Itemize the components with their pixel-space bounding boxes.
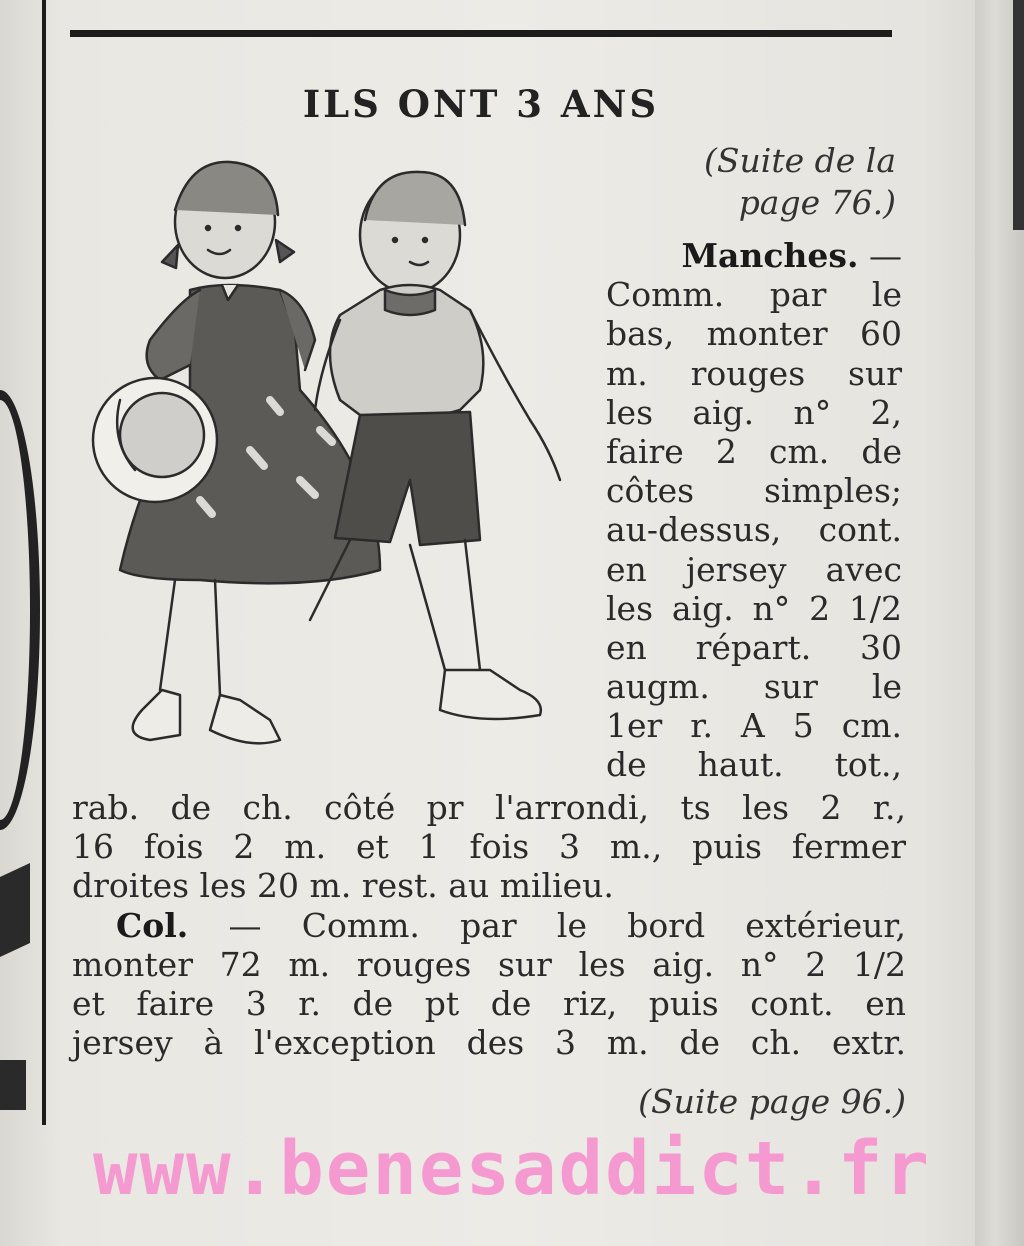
manches-column-text [606,236,902,785]
article-title: ILS ONT 3 ANS [302,82,660,126]
text-line: en jersey avec [606,549,902,589]
text-line: rab. de ch. côté pr l'arrondi, ts les 2 r., [72,788,906,827]
col-first-line: — Comm. par le bord extérieur, [188,905,906,945]
text-line: en répart. 30 [606,627,902,667]
column-rule [42,0,46,1125]
top-rule [70,30,892,37]
text-line: côtes simples; [606,471,902,511]
adjacent-page-graphic-block [0,863,30,957]
gutter-mark [1013,0,1024,230]
col-heading-line [72,906,906,945]
adjacent-page-graphic [0,390,40,830]
text-line: au-dessus, cont. [606,510,902,550]
page-gutter [975,0,1024,1246]
text-line: augm. sur le [606,667,902,707]
text-line: bas, monter 60 [606,314,902,354]
text-line: de haut. tot., [606,745,902,785]
continued-to-note: (Suite page 96.) [638,1082,906,1121]
text-line: 1er r. A 5 cm. [606,706,902,746]
adjacent-page-graphic-block [0,1060,26,1110]
continued-from-line-2: page 76.) [738,183,896,222]
manches-heading-dash: — [858,236,902,275]
continued-from-note [704,140,896,224]
watermark: www.benesaddict.fr [93,1126,931,1212]
text-line: les aig. n° 2, [606,392,902,432]
text-line: les aig. n° 2 1/2 [606,588,902,628]
continued-from-line-1: (Suite de la [704,141,896,180]
text-line: Comm. par le [606,275,902,315]
body-text [72,788,906,1062]
text-line: 16 fois 2 m. et 1 fois 3 m., puis fermer [72,827,906,867]
text-line: faire 2 cm. de [606,431,902,471]
text-line: monter 72 m. rouges sur les aig. n° 2 1/2 [72,944,906,984]
text-line: m. rouges sur [606,353,902,393]
manches-heading-line [606,236,902,275]
manches-heading: Manches. [681,236,859,275]
children-illustration [80,150,580,770]
col-heading: Col. [116,905,189,945]
text-line: jersey à l'exception des 3 m. de ch. extr. [72,1023,906,1063]
text-line: et faire 3 r. de pt de riz, puis cont. en [72,983,906,1023]
text-line: droites les 20 m. rest. au milieu. [72,866,614,906]
